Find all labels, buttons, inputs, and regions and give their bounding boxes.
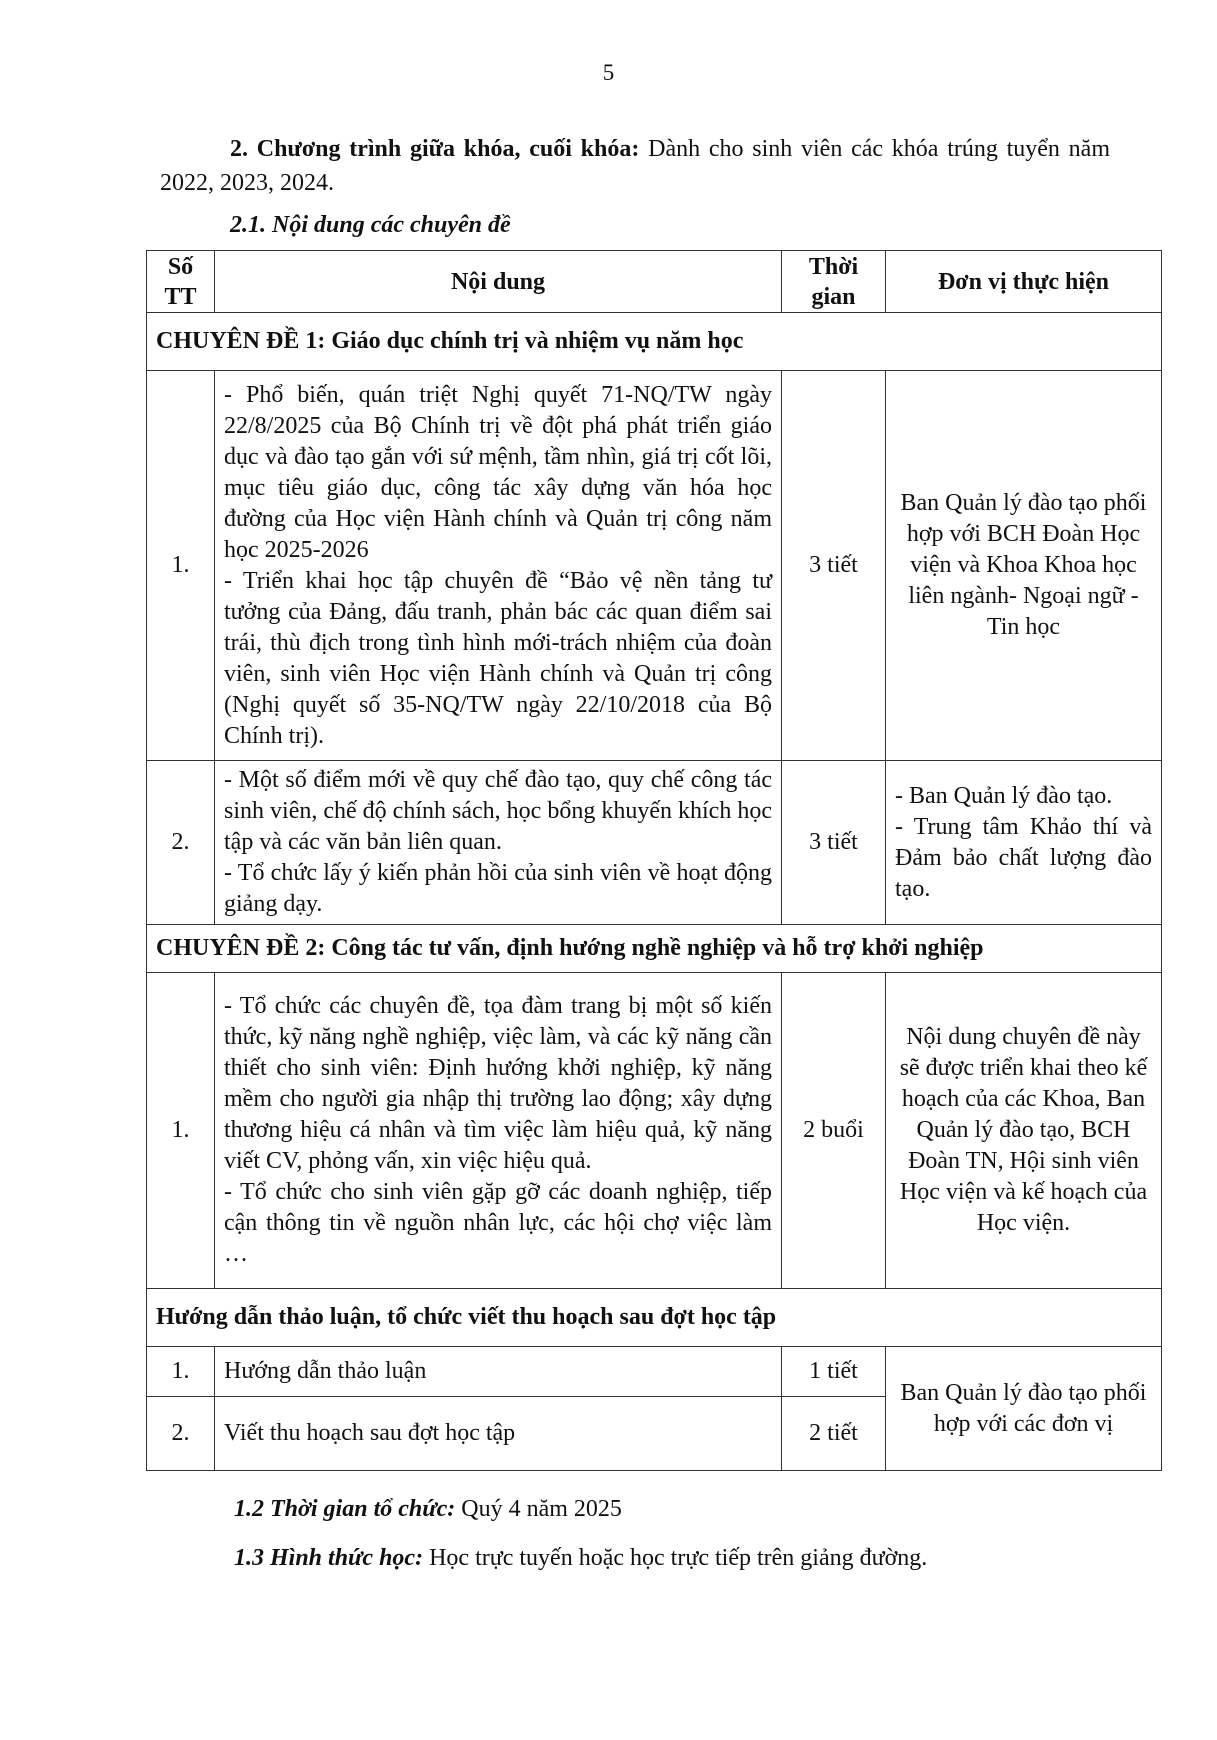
row-content-part: - Một số điểm mới về quy chế đào tạo, quy chế công tác sinh viên, chế độ chính sách, học bổng khuyến khích học tập và các văn bản liên quan. [224,767,772,855]
row-time: 3 tiết [782,371,886,761]
table-row [147,1347,1162,1397]
page-number: 5 [602,60,615,85]
row-content [215,371,782,761]
row-content-part: - Tổ chức các chuyên đề, tọa đàm trang bị một số kiến thức, kỹ năng nghề nghiệp, việc làm, và các kỹ năng cần thiết cho sinh viên: Định hướng khởi nghiệp, kỹ năng mềm cho người gia nhập thị trường lao động; xây dựng thương hiệu cá nhân và tìm việc làm hiệu quả, kỹ năng viết CV, phỏng vấn, xin việc hiệu quả. [224,993,772,1174]
header-unit: Đơn vị thực hiện [886,251,1162,313]
table-row [147,371,1162,761]
row-unit [886,761,1162,925]
row-time: 2 tiết [782,1397,886,1471]
organization-time [234,1496,622,1523]
table-header-row [147,251,1162,313]
subheading: 2.1. Nội dung các chuyên đề [230,212,511,238]
table-row [147,973,1162,1289]
row-time: 1 tiết [782,1347,886,1397]
group-row [147,1289,1162,1347]
header-time: Thời gian [782,251,886,313]
row-content-part: - Tổ chức cho sinh viên gặp gỡ các doanh nghiệp, tiếp cận thông tin về nguồn nhân lực, các hội chợ việc làm … [224,1179,772,1267]
learning-form [234,1545,927,1572]
group-row [147,925,1162,973]
row-content: Hướng dẫn thảo luận [215,1347,782,1397]
row-unit: Ban Quản lý đào tạo phối hợp với các đơn vị [886,1347,1162,1471]
section-heading-text: Dành cho sinh viên các khóa trúng tuyển năm 2022, 2023, 2024. [160,136,1110,196]
row-number: 1. [147,973,215,1289]
row-content-part: - Tổ chức lấy ý kiến phản hồi của sinh viên về hoạt động giảng dạy. [224,860,772,917]
row-number: 1. [147,371,215,761]
topics-table [146,250,1162,1471]
row-unit: Nội dung chuyên đề này sẽ được triển khai theo kế hoạch của các Khoa, Ban Quản lý đào tạo, BCH Đoàn TN, Hội sinh viên Học viện và kế hoạch của Học viện. [886,973,1162,1289]
row-content [215,973,782,1289]
learning-form-value: Học trực tuyến hoặc học trực tiếp trên giảng đường. [423,1545,928,1571]
row-content-part: - Phổ biến, quán triệt Nghị quyết 71-NQ/TW ngày 22/8/2025 của Bộ Chính trị về đột phá phát triển giáo dục và đào tạo gắn với sứ mệnh, tầm nhìn, giá trị cốt lõi, mục tiêu giáo dục, công tác xây dựng văn hóa học đường của Học viện Hành chính và Quản trị công năm học 2025-2026 [224,381,772,563]
row-unit: Ban Quản lý đào tạo phối hợp với BCH Đoàn Học viện và Khoa Khoa học liên ngành- Ngoại ngữ - Tin học [886,371,1162,761]
header-no: Số TT [147,251,215,313]
organization-time-value: Quý 4 năm 2025 [455,1496,622,1522]
row-unit-part: - Trung tâm Khảo thí và Đảm bảo chất lượng đào tạo. [895,813,1152,902]
section-heading-label: 2. Chương trình giữa khóa, cuối khóa: [230,136,640,162]
group-row [147,313,1162,371]
row-unit-part: - Ban Quản lý đào tạo. [895,782,1113,809]
organization-time-label: 1.2 Thời gian tổ chức: [234,1496,456,1522]
table-row [147,761,1162,925]
row-number: 2. [147,761,215,925]
row-time: 3 tiết [782,761,886,925]
row-content [215,761,782,925]
row-content: Viết thu hoạch sau đợt học tập [215,1397,782,1471]
row-time: 2 buổi [782,973,886,1289]
section-heading [160,132,1110,200]
group2-title: CHUYÊN ĐỀ 2: Công tác tư vấn, định hướng nghề nghiệp và hỗ trợ khởi nghiệp [147,925,1162,973]
row-number: 1. [147,1347,215,1397]
header-content: Nội dung [215,251,782,313]
row-number: 2. [147,1397,215,1471]
group3-title: Hướng dẫn thảo luận, tổ chức viết thu hoạch sau đợt học tập [147,1289,1162,1347]
learning-form-label: 1.3 Hình thức học: [234,1545,424,1571]
row-content-part: - Triển khai học tập chuyên đề “Bảo vệ nền tảng tư tưởng của Đảng, đấu tranh, phản bác các quan điểm sai trái, thù địch trong tình hình mới-trách nhiệm của đoàn viên, sinh viên Học viện Hành chính và Quản trị công (Nghị quyết số 35-NQ/TW ngày 22/10/2018 của Bộ Chính trị). [224,567,772,749]
group1-title: CHUYÊN ĐỀ 1: Giáo dục chính trị và nhiệm vụ năm học [147,313,1162,371]
